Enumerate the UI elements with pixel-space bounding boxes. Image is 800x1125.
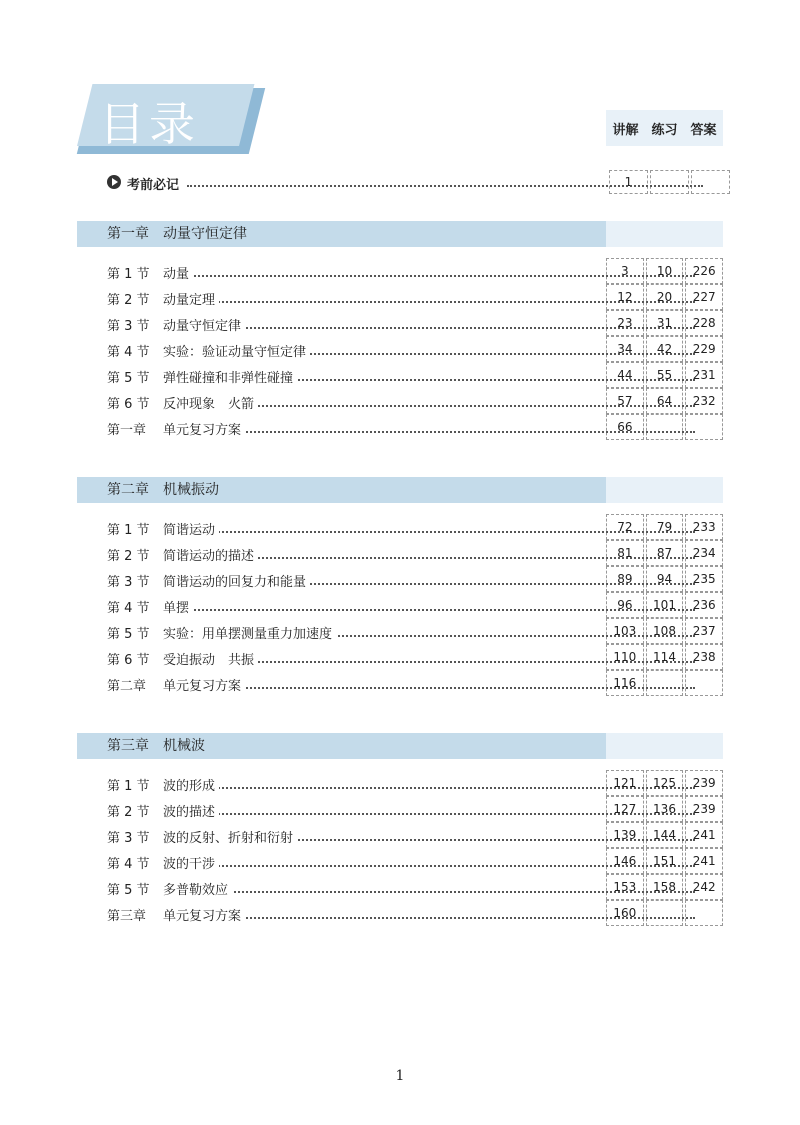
page-box: 239 <box>685 796 723 822</box>
chapter-header <box>77 477 723 503</box>
leader-dots <box>167 813 695 815</box>
page-box: 57 <box>606 388 644 414</box>
page-box: 136 <box>646 796 684 822</box>
page-box: 10 <box>646 258 684 284</box>
leader-dots <box>167 917 695 919</box>
section-number: 第 2 节 <box>107 293 150 308</box>
page-boxes <box>606 822 723 848</box>
column-header-lecture: 讲解 <box>612 122 639 138</box>
leader-dots <box>187 185 703 187</box>
column-header-answers: 答案 <box>690 122 717 138</box>
leader-dots <box>167 327 695 329</box>
section-number: 第 1 节 <box>107 267 150 282</box>
page-box <box>646 900 684 926</box>
section-title: 受迫振动 共振 <box>163 649 258 668</box>
section-title: 弹性碰撞和非弹性碰撞 <box>163 367 297 386</box>
section-number: 第 5 节 <box>107 627 150 642</box>
page-box: 87 <box>646 540 684 566</box>
section-number: 第三章 <box>107 909 147 924</box>
section-title: 单元复习方案 <box>163 419 245 438</box>
page-box: 72 <box>606 514 644 540</box>
leader-dots <box>167 301 695 303</box>
page-box: 116 <box>606 670 644 696</box>
leader-dots <box>167 787 695 789</box>
page-boxes <box>606 310 723 336</box>
section-number: 第 5 节 <box>107 883 150 898</box>
page-box: 229 <box>685 336 723 362</box>
section-title: 动量守恒定律 <box>163 315 245 334</box>
page-box: 34 <box>606 336 644 362</box>
page-box: 1 <box>609 170 648 194</box>
page-box: 42 <box>646 336 684 362</box>
page-box: 94 <box>646 566 684 592</box>
section-number: 第 4 节 <box>107 601 150 616</box>
page-boxes <box>606 796 723 822</box>
section-title: 实验：验证动量守恒定律 <box>163 341 310 360</box>
page-number: 1 <box>395 1068 405 1084</box>
section-number: 第 1 节 <box>107 523 150 538</box>
section-number: 第 1 节 <box>107 779 150 794</box>
section-number: 第 5 节 <box>107 371 150 386</box>
page-boxes <box>606 900 723 926</box>
page-box: 3 <box>606 258 644 284</box>
section-number: 第 4 节 <box>107 345 150 360</box>
section-title: 单摆 <box>163 597 193 616</box>
leader-dots <box>167 865 695 867</box>
section-title: 简谐运动 <box>163 519 219 538</box>
page-boxes <box>606 540 723 566</box>
chapter-title: 第三章 机械波 <box>77 733 606 759</box>
section-title: 动量 <box>163 263 193 282</box>
page-box: 89 <box>606 566 644 592</box>
page-box: 81 <box>606 540 644 566</box>
page-box: 237 <box>685 618 723 644</box>
page-boxes <box>606 848 723 874</box>
column-headers <box>606 110 723 146</box>
toc-title-banner <box>77 84 257 154</box>
page-box: 235 <box>685 566 723 592</box>
chapter-title: 第一章 动量守恒定律 <box>77 221 606 247</box>
page-box: 231 <box>685 362 723 388</box>
page-box: 20 <box>646 284 684 310</box>
page-box <box>685 900 723 926</box>
chapter-header-pad <box>606 733 723 759</box>
page-boxes <box>606 514 723 540</box>
page-box: 64 <box>646 388 684 414</box>
play-arrow-icon <box>107 175 121 189</box>
page-boxes <box>606 592 723 618</box>
section-title: 动量定理 <box>163 289 219 308</box>
page-box: 158 <box>646 874 684 900</box>
page-box: 228 <box>685 310 723 336</box>
section-number: 第二章 <box>107 679 147 694</box>
section-number: 第 3 节 <box>107 319 150 334</box>
leader-dots <box>167 687 695 689</box>
chapter-header-pad <box>606 477 723 503</box>
section-title: 波的反射、折射和衍射 <box>163 827 297 846</box>
page-box: 241 <box>685 822 723 848</box>
section-title: 单元复习方案 <box>163 675 245 694</box>
page-box: 101 <box>646 592 684 618</box>
page-box: 125 <box>646 770 684 796</box>
chapter-header-pad <box>606 221 723 247</box>
leader-dots <box>167 275 695 277</box>
page-boxes <box>606 336 723 362</box>
section-number: 第 2 节 <box>107 549 150 564</box>
section-number: 第 3 节 <box>107 831 150 846</box>
section-number: 第 2 节 <box>107 805 150 820</box>
section-title: 波的描述 <box>163 801 219 820</box>
must-remember-pages <box>609 170 732 194</box>
page-boxes <box>606 770 723 796</box>
page-box: 239 <box>685 770 723 796</box>
section-title: 实验：用单摆测量重力加速度 <box>163 623 336 642</box>
page-box: 234 <box>685 540 723 566</box>
page-box: 121 <box>606 770 644 796</box>
chapter-header <box>77 733 723 759</box>
section-number: 第 6 节 <box>107 653 150 668</box>
page-box <box>646 414 684 440</box>
page-boxes <box>606 362 723 388</box>
page-box: 66 <box>606 414 644 440</box>
page-box: 232 <box>685 388 723 414</box>
page-box: 127 <box>606 796 644 822</box>
section-title: 多普勒效应 <box>163 879 232 898</box>
page-box: 233 <box>685 514 723 540</box>
page-boxes <box>606 388 723 414</box>
page-box: 55 <box>646 362 684 388</box>
leader-dots <box>167 531 695 533</box>
page-boxes <box>606 284 723 310</box>
page-box: 110 <box>606 644 644 670</box>
page-box: 12 <box>606 284 644 310</box>
leader-dots <box>167 609 695 611</box>
page-box: 139 <box>606 822 644 848</box>
page-box: 153 <box>606 874 644 900</box>
page-box: 31 <box>646 310 684 336</box>
page-box: 160 <box>606 900 644 926</box>
page-box: 144 <box>646 822 684 848</box>
leader-dots <box>167 891 695 893</box>
section-number: 第一章 <box>107 423 147 438</box>
page-boxes <box>606 874 723 900</box>
column-header-practice: 练习 <box>651 122 678 138</box>
section-title: 简谐运动的回复力和能量 <box>163 571 310 590</box>
page-boxes <box>606 566 723 592</box>
page-box: 226 <box>685 258 723 284</box>
page-box: 146 <box>606 848 644 874</box>
section-title: 简谐运动的描述 <box>163 545 258 564</box>
section-number: 第 3 节 <box>107 575 150 590</box>
page-box <box>650 170 689 194</box>
section-title: 波的形成 <box>163 775 219 794</box>
section-title: 波的干涉 <box>163 853 219 872</box>
page-box: 241 <box>685 848 723 874</box>
page-box: 108 <box>646 618 684 644</box>
page-box: 227 <box>685 284 723 310</box>
leader-dots <box>167 431 695 433</box>
page-title: 目录 <box>99 97 199 151</box>
page-box <box>685 670 723 696</box>
page-box: 151 <box>646 848 684 874</box>
page-box: 103 <box>606 618 644 644</box>
page-boxes <box>606 618 723 644</box>
chapter-title: 第二章 机械振动 <box>77 477 606 503</box>
page-boxes <box>606 670 723 696</box>
page-box <box>685 414 723 440</box>
page-boxes <box>606 258 723 284</box>
page-box: 79 <box>646 514 684 540</box>
page-box: 114 <box>646 644 684 670</box>
page-boxes <box>606 414 723 440</box>
page-box: 242 <box>685 874 723 900</box>
section-title: 单元复习方案 <box>163 905 245 924</box>
section-title: 反冲现象 火箭 <box>163 393 258 412</box>
chapter-header <box>77 221 723 247</box>
page-box: 236 <box>685 592 723 618</box>
page-box <box>691 170 730 194</box>
page-box <box>646 670 684 696</box>
page-box: 238 <box>685 644 723 670</box>
must-remember-label: 考前必记 <box>127 174 183 193</box>
page-box: 96 <box>606 592 644 618</box>
page-box: 44 <box>606 362 644 388</box>
section-number: 第 6 节 <box>107 397 150 412</box>
page-box: 23 <box>606 310 644 336</box>
section-number: 第 4 节 <box>107 857 150 872</box>
page-boxes <box>606 644 723 670</box>
